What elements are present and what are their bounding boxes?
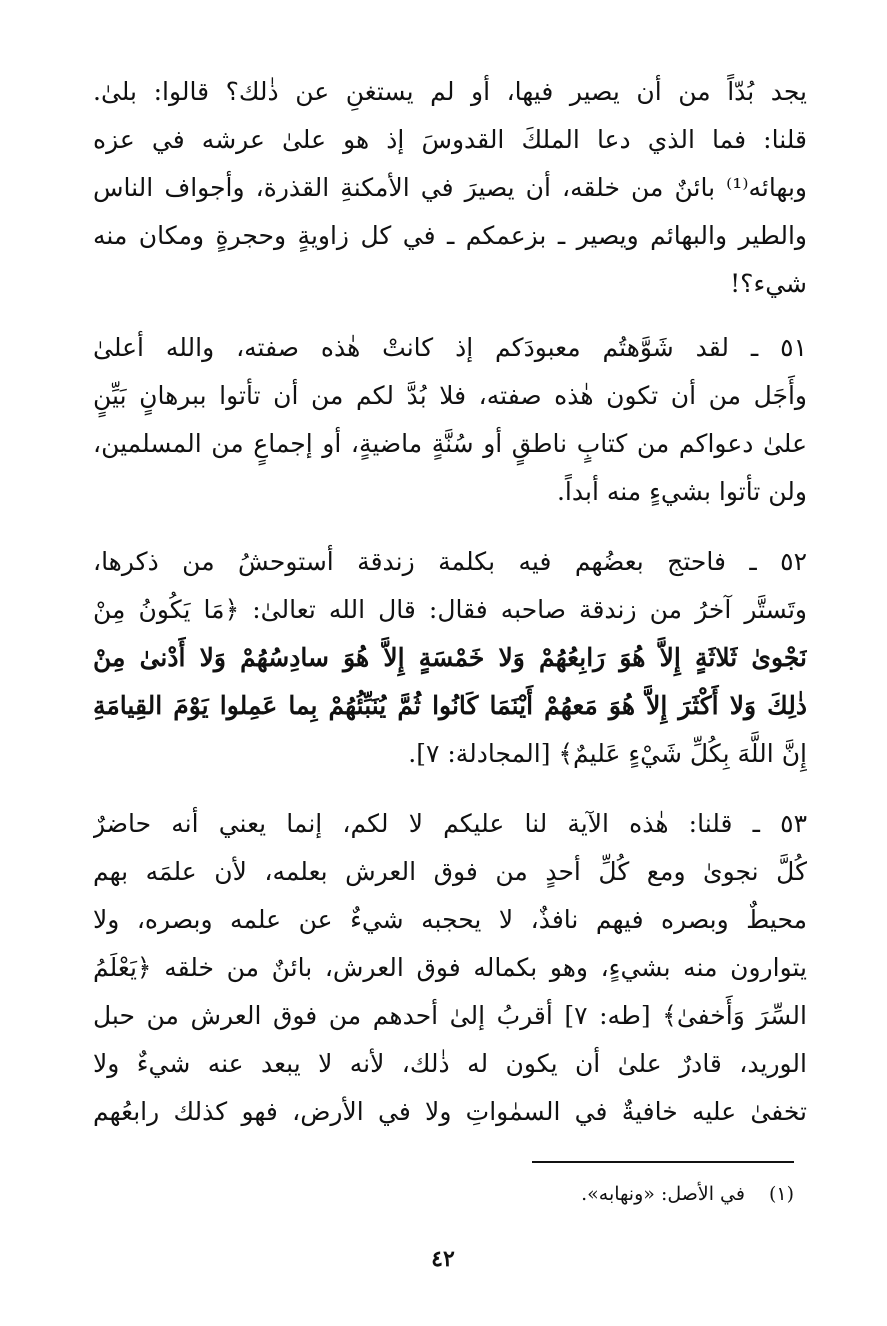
paragraph-53 <box>93 800 807 1136</box>
footnote-text: في الأصل: «ونهابه». <box>581 1183 745 1205</box>
text-line: كُلَّ نجوىٰ ومع كُلِّ أحدٍ من فوق العرش بعلمه، لأن علمَه بهم <box>93 857 807 886</box>
text-line: الوريد، قادرٌ علىٰ أن يكون له ذٰلك، لأنه لا يبعد عنه شيءٌ ولا <box>93 1049 807 1078</box>
text-line: وبهائه⁽¹⁾ بائنٌ من خلقه، أن يصيرَ في الأمكنةِ القذرة، وأجواف الناس <box>93 173 807 202</box>
quran-verse-line: نَجْوىٰ ثَلاثَةٍ إِلاَّ هُوَ رَابِعُهُمْ وَلا خَمْسَةٍ إِلاَّ هُوَ سادِسُهُمْ وَلا أَدْنىٰ مِنْ <box>93 643 807 672</box>
paragraph-51 <box>93 324 807 516</box>
footnote-divider <box>532 1161 794 1163</box>
text-line: ولن تأتوا بشيءٍ منه أبداً. <box>556 477 807 506</box>
text-line: السِّرَ وَأَخفىٰ﴾ [طه: ٧] أقربُ إلىٰ أحدهم من فوق العرش من حبل <box>93 1001 807 1030</box>
text-line: ٥٣ ـ قلنا: هٰذه الآية لنا عليكم لا لكم، إنما يعني أنه حاضرٌ <box>93 809 807 838</box>
text-line: وتَستَّر آخرُ من زندقة صاحبه فقال: قال الله تعالىٰ: ﴿مَا يَكُونُ مِنْ <box>93 595 807 624</box>
text-line: يجد بُدّاً من أن يصير فيها، أو لم يستغنِ عن ذٰلك؟ قالوا: بلىٰ. <box>93 77 807 106</box>
text-line: قلنا: فما الذي دعا الملكَ القدوسَ إذ هو علىٰ عرشه في عزه <box>93 125 807 154</box>
footnote <box>294 1176 794 1212</box>
text-line: ٥٢ ـ فاحتج بعضُهم فيه بكلمة زندقة أستوحشُ من ذكرها، <box>93 547 807 576</box>
text-line: محيطٌ وبصره فيهم نافذٌ، لا يحجبه شيءٌ عن علمه وبصره، ولا <box>93 905 807 934</box>
text-line: يتوارون منه بشيءٍ، وهو بكماله فوق العرش، بائنٌ من خلقه ﴿يَعْلَمُ <box>93 953 807 982</box>
page-number: ٤٢ <box>431 1246 455 1272</box>
text-line: ٥١ ـ لقد شَوَّهتُم معبودَكم إذ كانتْ هٰذه صفته، والله أعلىٰ <box>93 333 807 362</box>
text-line: والطير والبهائم ويصير ـ بزعمكم ـ في كل زاويةٍ وحجرةٍ ومكان منه <box>93 221 807 250</box>
text-line: وأَجَل من أن تكون هٰذه صفته، فلا بُدَّ لكم من أن تأتوا ببرهانٍ بَيِّنٍ <box>93 381 807 410</box>
paragraph-52 <box>93 538 807 778</box>
text-line: علىٰ دعواكم من كتابٍ ناطقٍ أو سُنَّةٍ ماضيةٍ، أو إجماعٍ من المسلمين، <box>93 429 807 458</box>
paragraph-1 <box>93 68 807 308</box>
text-line: شيء؟! <box>730 269 807 298</box>
quran-verse-line: ذٰلِكَ وَلا أَكْثَرَ إِلاَّ هُوَ مَعهُمْ أَيْنَمَا كَانُوا ثُمَّ يُنَبِّئُهُمْ بِما عَمِلوا يَوْمَ القِيامَةِ <box>93 691 807 720</box>
footnote-number: (١) <box>768 1183 794 1205</box>
text-line: تخفىٰ عليه خافيةٌ في السمٰواتِ ولا في الأرض، فهو كذلك رابعُهم <box>93 1097 807 1126</box>
text-line: إِنَّ اللَّهَ بِكُلِّ شَيْءٍ عَليمٌ﴾ [المجادلة: ٧]. <box>408 739 807 768</box>
